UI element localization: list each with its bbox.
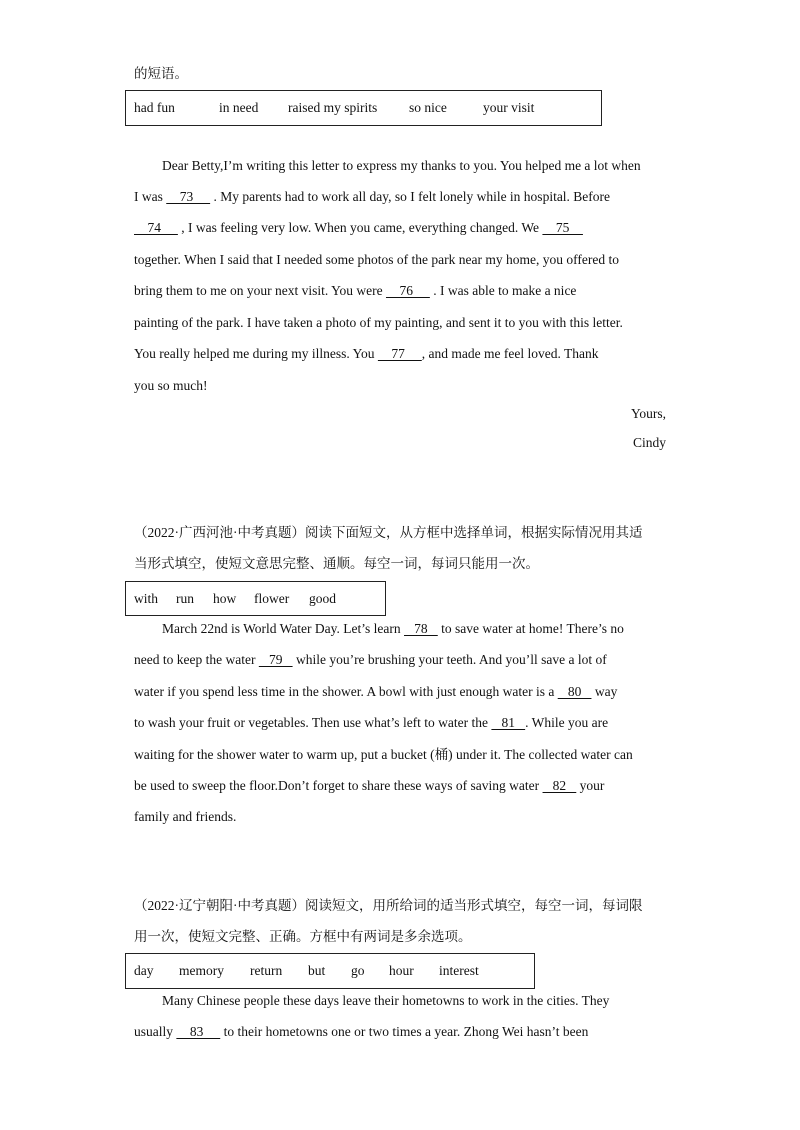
instruction-tail: 的短语。 [134, 66, 188, 81]
word-option: but [308, 963, 326, 978]
letter-line: Dear Betty,I’m writing this letter to express my thanks to you. You helped me a lot when [162, 158, 641, 173]
word-option: flower [254, 590, 290, 606]
blank-82[interactable]: 82 [542, 778, 577, 793]
word-option: so nice [409, 100, 447, 115]
blank-75[interactable]: 75 [542, 220, 583, 235]
blank-78[interactable]: 78 [404, 621, 438, 636]
word-box-2 [125, 581, 386, 616]
blank-81[interactable]: 81 [491, 715, 526, 730]
word-option: interest [439, 963, 479, 978]
passage-line: usually 83 to their hometowns one or two times a year. Zhong Wei hasn’t been [134, 1024, 589, 1039]
passage-line: waiting for the shower water to warm up, put a bucket (桶) under it. The collected water can [134, 747, 633, 762]
word-option: good [309, 590, 336, 606]
section2-instruction: 当形式填空，使短文意思完整、通顺。每空一词，每词只能用一次。 [134, 556, 539, 571]
passage-line: to wash your fruit or vegetables. Then use what’s left to water the 81 . While you are [134, 715, 609, 730]
letter-line: painting of the park. I have taken a photo of my painting, and sent it to you with this letter. [134, 315, 623, 330]
passage-line: water if you spend less time in the shower. A bowl with just enough water is a 80 way [134, 684, 618, 699]
blank-80[interactable]: 80 [557, 684, 592, 699]
passage-line: need to keep the water 79 while you’re brushing your teeth. And you’ll save a lot of [134, 652, 607, 667]
letter-line: 74 , I was feeling very low. When you came, everything changed. We 75 [134, 220, 583, 235]
word-option: had fun [134, 100, 175, 115]
letter-line: you so much! [134, 378, 208, 393]
word-box-3 [125, 953, 535, 989]
passage-line: Many Chinese people these days leave their hometowns to work in the cities. They [162, 993, 610, 1008]
word-option: go [351, 963, 365, 978]
word-option: your visit [483, 100, 535, 115]
section3-instruction: （2022·辽宁朝阳·中考真题）阅读短文，用所给词的适当形式填空，每空一词，每词限 [134, 898, 643, 913]
word-option: day [134, 963, 154, 978]
passage-line: be used to sweep the floor.Don’t forget to share these ways of saving water 82 your [134, 778, 605, 793]
blank-83[interactable]: 83 [176, 1024, 221, 1039]
letter-line: I was 73 . My parents had to work all day, so I felt lonely while in hospital. Before [134, 189, 611, 204]
word-option: with [134, 590, 159, 606]
letter-line: You really helped me during my illness. You 77 , and made me feel loved. Thank [134, 346, 599, 361]
passage-line: March 22nd is World Water Day. Let’s learn 78 to save water at home! There’s no [162, 621, 624, 636]
blank-79[interactable]: 79 [258, 652, 293, 667]
blank-77[interactable]: 77 [377, 346, 422, 361]
letter-closing: Yours, [630, 406, 666, 421]
passage-line: family and friends. [134, 809, 237, 824]
word-box-1 [125, 90, 602, 126]
word-option: in need [219, 100, 259, 115]
blank-73[interactable]: 73 [166, 189, 211, 204]
blank-74[interactable]: 74 [134, 220, 178, 235]
word-option: hour [389, 963, 414, 978]
word-option: run [176, 590, 194, 606]
letter-line: bring them to me on your next visit. You were 76 . I was able to make a nice [134, 283, 577, 298]
letter-line: together. When I said that I needed some photos of the park near my home, you offered to [134, 252, 619, 267]
section2-instruction: （2022·广西河池·中考真题）阅读下面短文，从方框中选择单词，根据实际情况用其适 [134, 525, 643, 540]
word-option: memory [179, 963, 224, 978]
word-option: return [250, 963, 283, 978]
word-option: how [213, 590, 237, 606]
letter-signature: Cindy [632, 435, 666, 450]
word-option: raised my spirits [288, 100, 378, 115]
blank-76[interactable]: 76 [385, 283, 430, 298]
section3-instruction: 用一次，使短文完整、正确。方框中有两词是多余选项。 [134, 929, 472, 944]
